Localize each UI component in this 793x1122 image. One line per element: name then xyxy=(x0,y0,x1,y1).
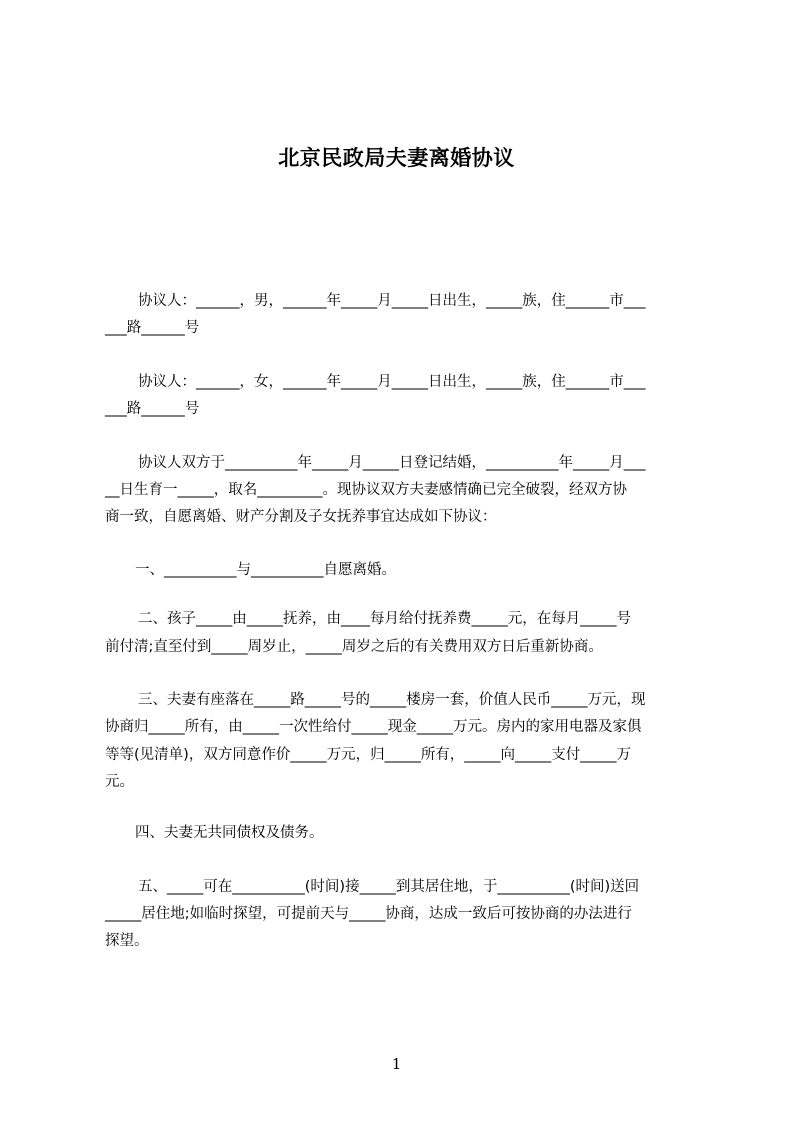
paragraph-line: 协议人：______，女，______年_____月_____日出生，_____族，住______市___ xyxy=(138,374,646,390)
paragraph-line: 四、夫妻无共同债权及债务。 xyxy=(135,825,324,841)
paragraph-line: 五、_____可在__________(时间)接_____到其居住地，于__________(时间)送回 xyxy=(138,879,640,895)
paragraph-line: ___路______号 xyxy=(105,320,200,336)
paragraph-line: 二、孩子_____由_____抚养，由____每月给付抚养费_____元，在每月_____号 xyxy=(138,611,631,627)
paragraph-line: __日生育一_____，取名_________。现协议双方夫妻感情确已完全破裂，经双方协 xyxy=(105,482,627,498)
paragraph-line: _____居住地;如临时探望，可提前天与_____协商，达成一致后可按协商的办法进行 xyxy=(105,906,632,922)
paragraph-line: 探望。 xyxy=(105,933,149,949)
paragraph-line: 一、__________与__________自愿离婚。 xyxy=(135,562,396,578)
paragraph-line: 协议人双方于__________年_____月_____日登记结婚，__________年_____月___ xyxy=(138,455,646,471)
paragraph-line: 协商归_____所有，由_____一次性给付_____现金_____万元。房内的家用电器及家俱 xyxy=(105,719,642,735)
paragraph-line: 商一致，自愿离婚、财产分割及子女抚养事宜达成如下协议： xyxy=(105,509,497,525)
paragraph-line: 协议人：______，男，______年_____月_____日出生，_____族，住______市___ xyxy=(138,293,646,309)
paragraph-line: 等等(见清单)，双方同意作价_____万元，归_____所有，_____向_____支付_____万 xyxy=(105,747,632,763)
paragraph-line: ___路______号 xyxy=(105,401,200,417)
paragraph-line: 前付清;直至付到_____周岁止，_____周岁之后的有关费用双方日后重新协商。 xyxy=(105,639,603,655)
paragraph-line: 元。 xyxy=(105,774,134,790)
paragraph-line: 三、夫妻有座落在_____路_____号的_____楼房一套，价值人民币_____万元，现 xyxy=(138,692,646,708)
document-title: 北京民政局夫妻离婚协议 xyxy=(278,146,515,170)
page-number: 1 xyxy=(391,1055,402,1073)
